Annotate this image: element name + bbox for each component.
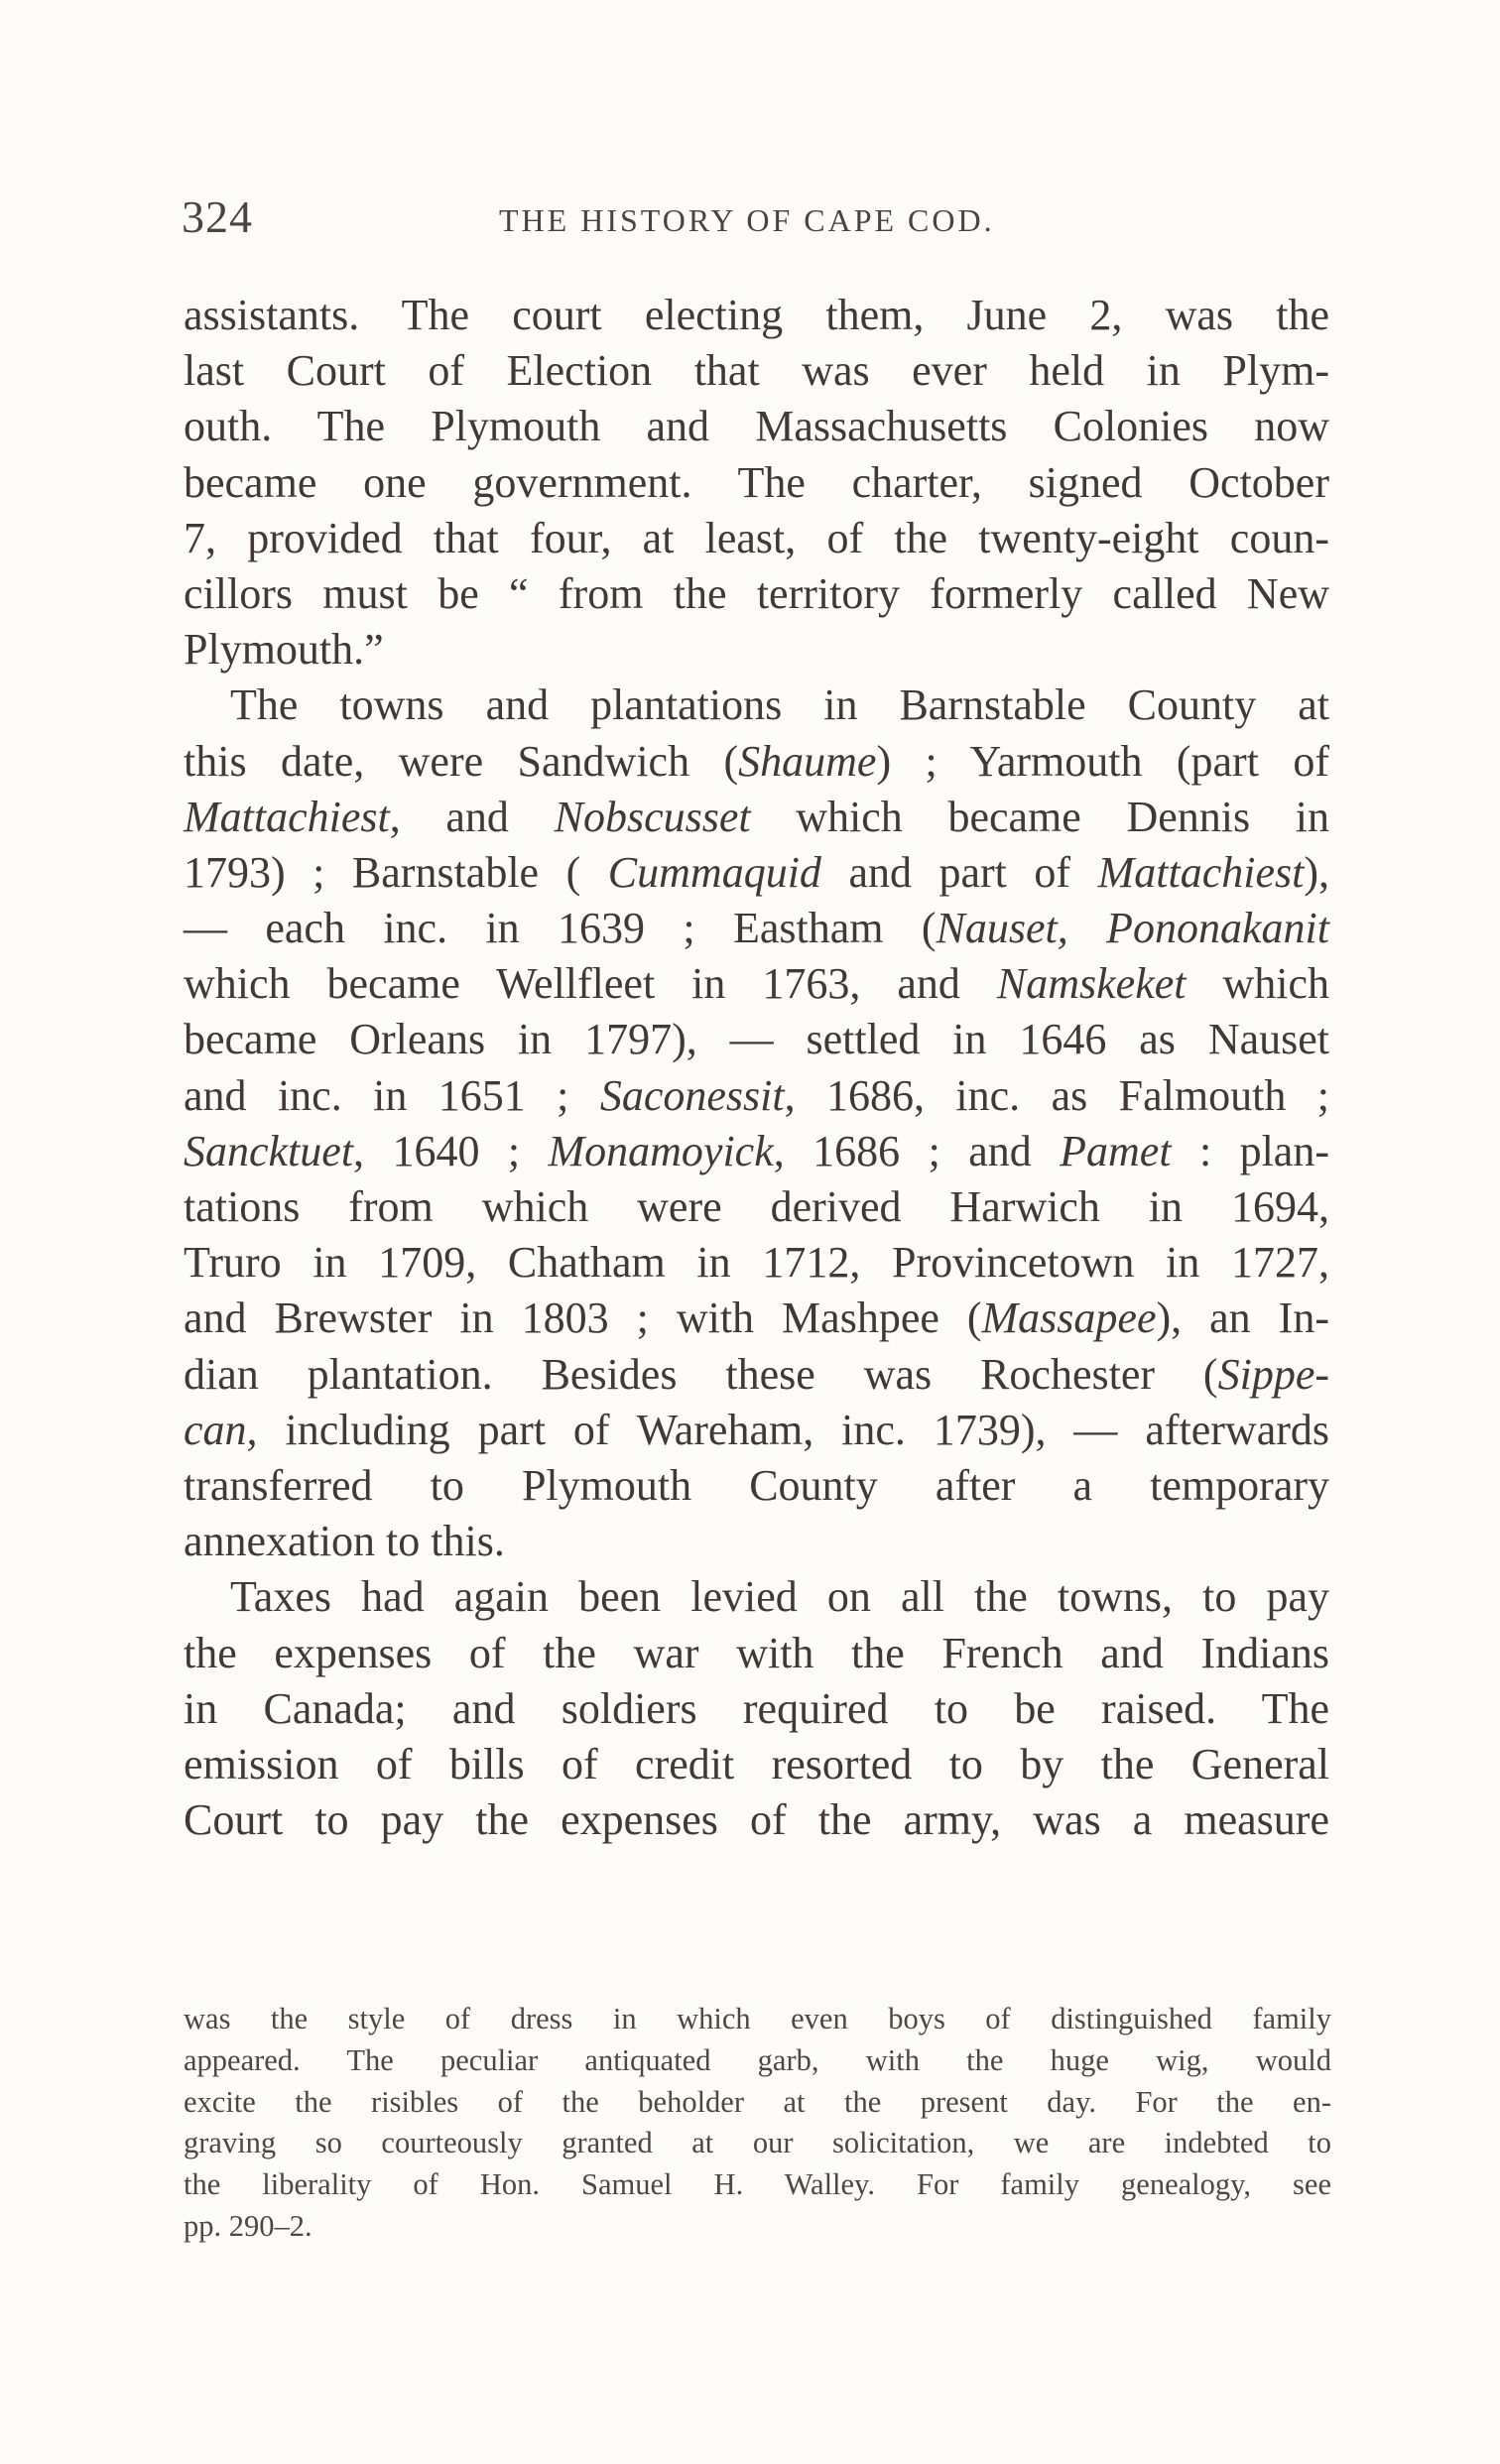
body-line: Court to pay the expenses of the army, was a measure [184, 1795, 1329, 1845]
body-line: and Brewster in 1803 ; with Mashpee (Massapee), an In- [184, 1294, 1329, 1343]
footnote-line: the liberality of Hon. Samuel H. Walley. For family genealogy, see [184, 2167, 1331, 2202]
body-line: dian plantation. Besides these was Rochester (Sippe- [184, 1349, 1329, 1399]
body-line: Sancktuet, 1640 ; Monamoyick, 1686 ; and Pamet : plan- [184, 1126, 1329, 1175]
body-text [184, 288, 1329, 1848]
body-line: which became Wellfleet in 1763, and Namskeket which [184, 959, 1329, 1009]
footnote-line: excite the risibles of the beholder at the present day. For the en- [184, 2084, 1331, 2119]
body-line: the expenses of the war with the French and Indians [184, 1628, 1329, 1677]
footnote-line: was the style of dress in which even boys of distinguished family [184, 2002, 1331, 2035]
body-line: 1793) ; Barnstable ( Cummaquid and part of Mattachiest), [184, 847, 1329, 897]
body-line: The towns and plantations in Barnstable County at [230, 680, 1329, 730]
footnote-line: appeared. The peculiar antiquated garb, with the huge wig, would [184, 2042, 1331, 2077]
body-line: emission of bills of credit resorted to by the General [184, 1739, 1329, 1788]
body-line: Plymouth.” [184, 625, 384, 675]
page-header [182, 190, 1342, 250]
body-line: and inc. in 1651 ; Saconessit, 1686, inc. as Falmouth ; [184, 1070, 1329, 1120]
body-line: 7, provided that four, at least, of the twenty-eight coun- [184, 513, 1329, 562]
body-line: last Court of Election that was ever held in Plym- [184, 346, 1329, 396]
body-line: tations from which were derived Harwich in 1694, [184, 1182, 1329, 1231]
body-line: in Canada; and soldiers required to be raised. The [184, 1683, 1329, 1733]
body-line: this date, were Sandwich (Shaume) ; Yarmouth (part of [184, 736, 1329, 786]
body-line: annexation to this. [184, 1517, 505, 1566]
body-line: cillors must be “ from the territory formerly called New [184, 568, 1329, 618]
body-line: assistants. The court electing them, June 2, was the [184, 291, 1329, 339]
footnote-line: graving so courteously granted at our solicitation, we are indebted to [184, 2126, 1331, 2160]
body-line: can, including part of Wareham, inc. 1739), — afterwards [184, 1405, 1329, 1454]
footnote-line: pp. 290–2. [184, 2208, 312, 2243]
footnote [184, 1999, 1331, 2248]
body-line: outh. The Plymouth and Massachusetts Colonies now [184, 402, 1329, 451]
running-head: THE HISTORY OF CAPE COD. [499, 202, 995, 238]
page-number: 324 [182, 191, 253, 242]
body-line: Truro in 1709, Chatham in 1712, Provincetown in 1727, [184, 1238, 1329, 1288]
body-line: became one government. The charter, signed October [184, 457, 1329, 507]
body-line: — each inc. in 1639 ; Eastham (Nauset, Pononakanit [184, 904, 1329, 953]
body-line: Mattachiest, and Nobscusset which became Dennis in [184, 792, 1329, 841]
body-line: Taxes had again been levied on all the towns, to pay [230, 1572, 1329, 1622]
body-line: transferred to Plymouth County after a temporary [184, 1460, 1329, 1510]
body-line: became Orleans in 1797), — settled in 1646 as Nauset [184, 1015, 1329, 1064]
